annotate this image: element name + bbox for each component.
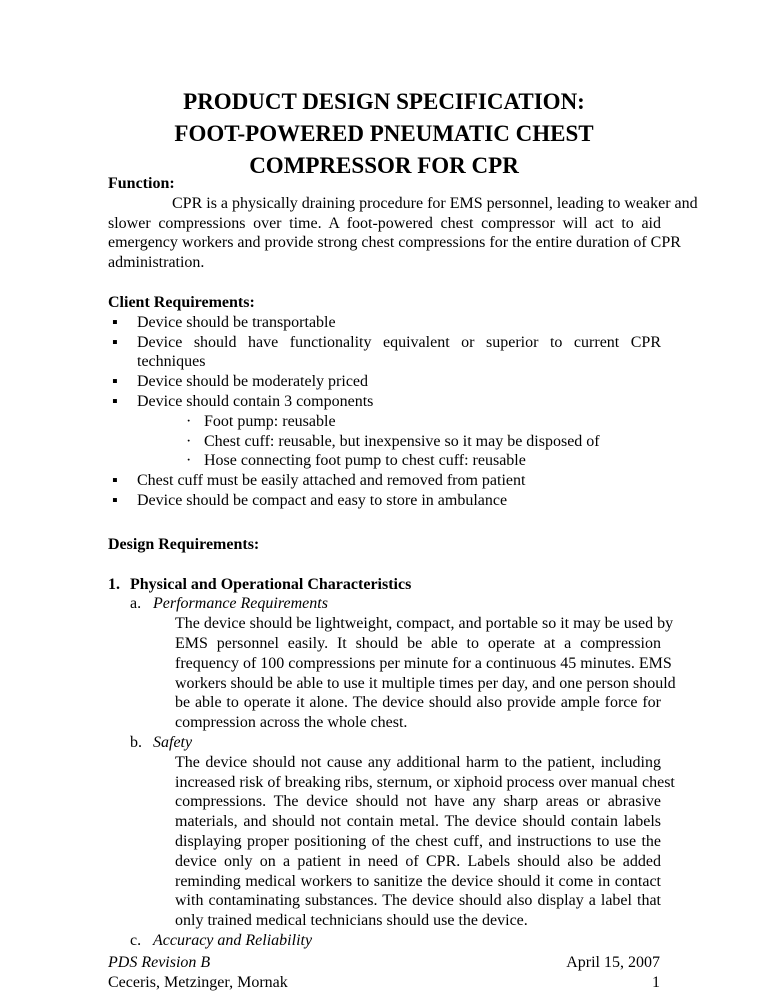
- text: Physical and Operational Characteristics: [130, 575, 412, 593]
- text: c.: [130, 931, 142, 949]
- bullet-icon: ▪: [112, 472, 118, 490]
- text: Accuracy and Reliability: [153, 931, 313, 949]
- page-number: 1: [652, 973, 660, 991]
- title-line: COMPRESSOR FOR CPR: [249, 153, 519, 178]
- list-item-continuation: [108, 352, 661, 372]
- bullet-icon: ▪: [112, 313, 118, 331]
- list-item: [108, 333, 661, 353]
- dot-icon: ·: [186, 412, 192, 430]
- bullet-icon: ▪: [112, 392, 118, 410]
- text: compression across the whole chest.: [175, 714, 408, 732]
- list-item: [108, 491, 661, 511]
- text-line: slower compressions over time. A foot-powered chest compressor will act to aid: [108, 214, 661, 232]
- text-line: emergency workers and provide strong chest compressions for the entire duration of CPR: [108, 234, 681, 252]
- footer-authors: Ceceris, Metzinger, Mornak: [108, 973, 288, 991]
- sub-list-item: [108, 451, 661, 471]
- client-requirements-section: [108, 293, 661, 511]
- text: The device should be lightweight, compact, and portable so it may be used by: [175, 615, 674, 633]
- bullet-icon: ▪: [112, 333, 118, 351]
- bullet-icon: ▪: [112, 491, 118, 509]
- text: frequency of 100 compressions per minute for a continuous 45 minutes. EMS: [175, 654, 672, 672]
- text-line: CPR is a physically draining procedure for EMS personnel, leading to weaker and: [172, 194, 698, 212]
- text: Hose connecting foot pump to chest cuff: reusable: [204, 452, 526, 470]
- sub-list-item: [108, 432, 661, 452]
- text: device only on a patient in need of CPR. Labels should also be added: [175, 852, 661, 870]
- text: Device should be moderately priced: [137, 373, 369, 391]
- section-heading: [108, 575, 661, 595]
- footer-right: [566, 953, 660, 993]
- text-line: administration.: [108, 254, 205, 272]
- list-item: [108, 372, 661, 392]
- document-title: [0, 86, 768, 182]
- subsection-heading: [108, 733, 661, 753]
- text: Device should be compact and easy to store in ambulance: [137, 491, 508, 509]
- text: Chest cuff: reusable, but inexpensive so it may be disposed of: [204, 432, 600, 450]
- text: only trained medical technicians should use the device.: [175, 912, 528, 930]
- list-item: [108, 471, 661, 491]
- bullet-icon: ▪: [112, 373, 118, 391]
- subsection-heading: [108, 594, 661, 614]
- text: b.: [130, 733, 142, 751]
- dot-icon: ·: [186, 452, 192, 470]
- text: The device should not cause any additional harm to the patient, including: [175, 753, 661, 771]
- footer-left: [108, 953, 288, 993]
- text: materials, and should not contain metal. The device should contain labels: [175, 813, 661, 831]
- text: 1.: [108, 575, 120, 593]
- text: workers should be able to use it multiple times per day, and one person should: [175, 674, 676, 692]
- sub-list-item: [108, 412, 661, 432]
- text: EMS personnel easily. It should be able to operate at a compression: [175, 634, 661, 652]
- text: with contaminating substances. The device should also display a label that: [175, 892, 661, 910]
- list-item: [108, 313, 661, 333]
- text: Chest cuff must be easily attached and removed from patient: [137, 472, 526, 490]
- text: a.: [130, 595, 142, 613]
- text: reminding medical workers to sanitize the device should it come in contact: [175, 872, 661, 890]
- subsection-heading: [108, 931, 661, 951]
- text: Performance Requirements: [153, 595, 328, 613]
- design-requirements-section: [108, 535, 676, 951]
- footer-revision: PDS Revision B: [108, 954, 211, 971]
- text: increased risk of breaking ribs, sternum, or xiphoid process over manual chest: [175, 773, 675, 791]
- text: Foot pump: reusable: [204, 412, 336, 430]
- text: Device should have functionality equivalent or superior to current CPR: [137, 333, 661, 351]
- client-heading: Client Requirements:: [108, 294, 255, 311]
- text: compressions. The device should not have any sharp areas or abrasive: [175, 793, 661, 811]
- title-line: PRODUCT DESIGN SPECIFICATION:: [183, 89, 585, 114]
- text: Safety: [153, 733, 193, 751]
- function-heading: Function:: [108, 175, 175, 192]
- text: techniques: [137, 353, 206, 371]
- safety-text: [153, 753, 675, 931]
- list-item: [108, 392, 661, 412]
- text: be able to operate it alone. The device should also provide ample force for: [175, 694, 661, 712]
- design-heading: Design Requirements:: [108, 536, 260, 553]
- text: displaying proper positioning of the chest cuff, and instructions to use the: [175, 832, 661, 850]
- function-section: [108, 174, 698, 273]
- title-line: FOOT-POWERED PNEUMATIC CHEST: [174, 121, 594, 146]
- dot-icon: ·: [186, 432, 192, 450]
- performance-text: [153, 614, 676, 733]
- text: Device should contain 3 components: [137, 392, 374, 410]
- text: Device should be transportable: [137, 313, 336, 331]
- footer-date: April 15, 2007: [566, 954, 660, 971]
